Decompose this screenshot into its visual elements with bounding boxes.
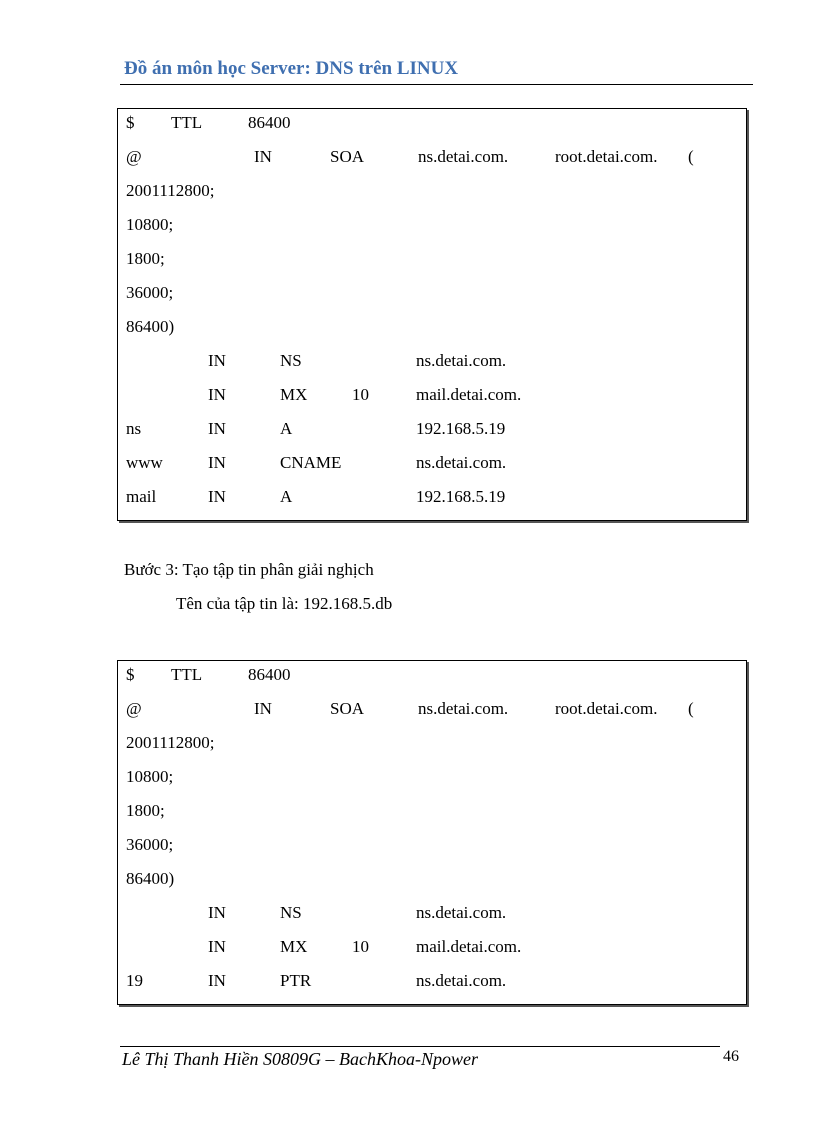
- ttl-line: [118, 663, 746, 687]
- soa-open-paren: (: [688, 147, 694, 166]
- soa-minimum: 86400): [126, 869, 175, 888]
- dollar-sign: $: [126, 113, 135, 132]
- soa-type: SOA: [330, 147, 365, 166]
- soa-serial: 2001112800;: [126, 181, 215, 200]
- soa-line: [118, 697, 746, 721]
- ttl-line: [118, 111, 746, 135]
- record-row: 19 IN PTR ns.detai.com.: [126, 971, 507, 990]
- soa-expire: 36000;: [126, 835, 174, 854]
- soa-open-paren: (: [688, 699, 694, 718]
- soa-type: SOA: [330, 699, 365, 718]
- dollar-sign: $: [126, 665, 135, 684]
- record-row: mail IN A 192.168.5.19: [126, 487, 506, 506]
- record-row: www IN CNAME ns.detai.com.: [126, 453, 507, 472]
- soa-expire: 36000;: [126, 283, 174, 302]
- reverse-filename-line: Tên của tập tin là: 192.168.5.db: [176, 594, 393, 613]
- soa-refresh: 10800;: [126, 215, 174, 234]
- header-rule: [120, 84, 753, 85]
- record-row: ns IN A 192.168.5.19: [126, 419, 506, 438]
- soa-primary-ns: ns.detai.com.: [418, 699, 509, 718]
- soa-minimum: 86400): [126, 317, 175, 336]
- soa-serial: 2001112800;: [126, 733, 215, 752]
- soa-origin: @: [126, 699, 142, 718]
- soa-refresh: 10800;: [126, 767, 174, 786]
- ttl-keyword: TTL: [171, 665, 203, 684]
- footer-author: Lê Thị Thanh Hiền S0809G – BachKhoa-Npower: [122, 1049, 479, 1069]
- page-number: 46: [723, 1048, 739, 1065]
- ttl-value: 86400: [248, 113, 291, 132]
- soa-class: IN: [254, 147, 272, 166]
- soa-admin-email: root.detai.com.: [555, 699, 658, 718]
- forward-zone-box: [117, 108, 747, 521]
- record-row: IN NS ns.detai.com.: [208, 903, 507, 922]
- soa-origin: @: [126, 147, 142, 166]
- ttl-keyword: TTL: [171, 113, 203, 132]
- reverse-zone-box: [117, 660, 747, 1005]
- soa-retry: 1800;: [126, 249, 165, 268]
- soa-primary-ns: ns.detai.com.: [418, 147, 509, 166]
- page-header-title: Đồ án môn học Server: DNS trên LINUX: [124, 58, 459, 79]
- soa-admin-email: root.detai.com.: [555, 147, 658, 166]
- record-row: IN MX 10 mail.detai.com.: [208, 385, 522, 404]
- ttl-value: 86400: [248, 665, 291, 684]
- step3-heading: Bước 3: Tạo tập tin phân giải nghịch: [124, 560, 374, 579]
- record-row: IN MX 10 mail.detai.com.: [208, 937, 522, 956]
- soa-class: IN: [254, 699, 272, 718]
- record-row: IN NS ns.detai.com.: [208, 351, 507, 370]
- soa-retry: 1800;: [126, 801, 165, 820]
- footer-rule: [120, 1046, 720, 1047]
- soa-line: [118, 145, 746, 169]
